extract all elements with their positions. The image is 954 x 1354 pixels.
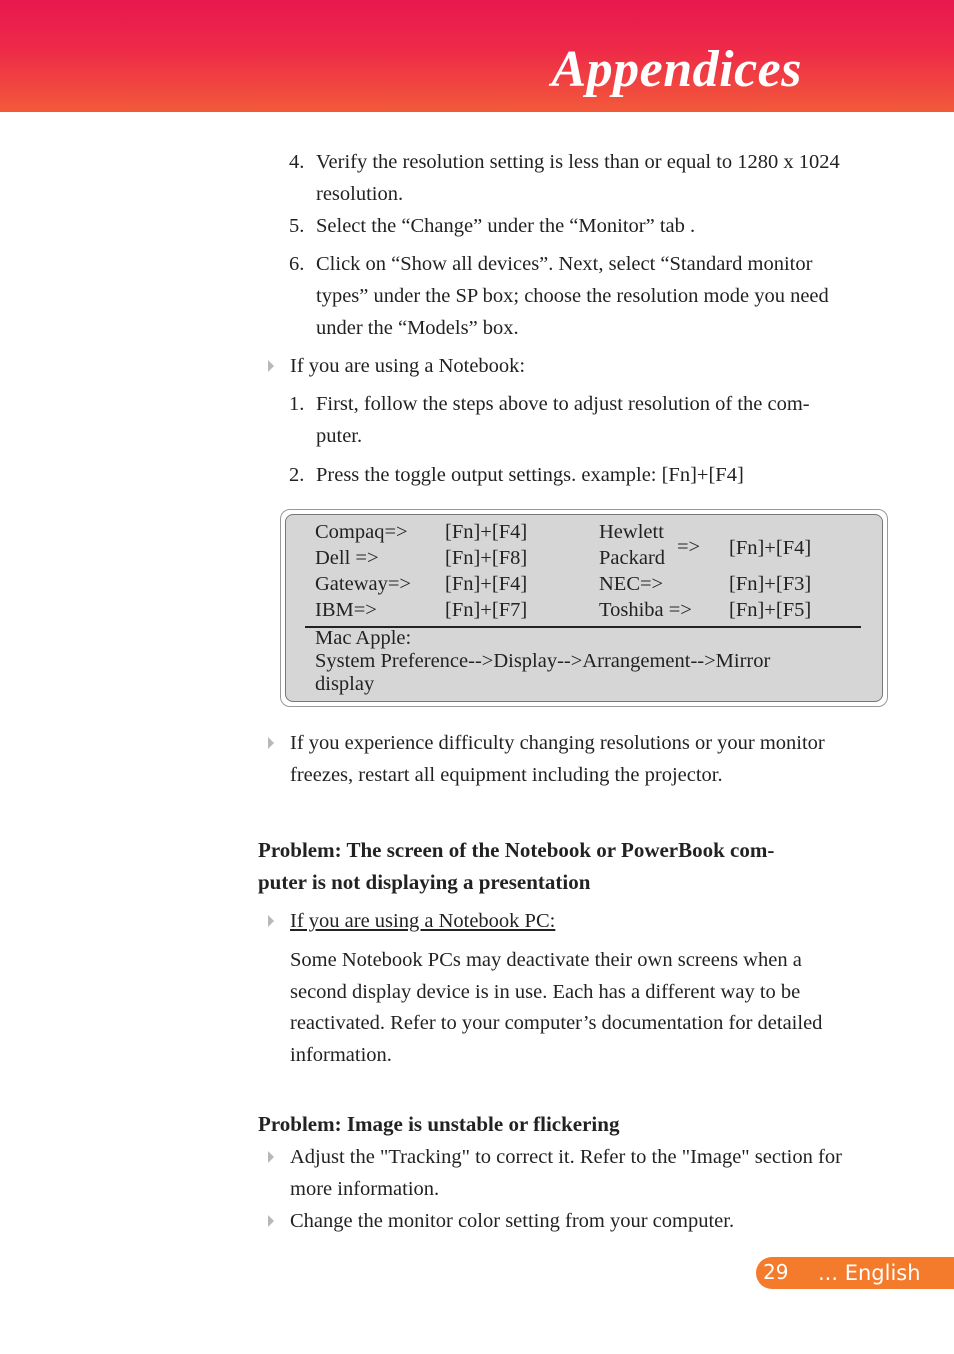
paragraph-line: Some Notebook PCs may deactivate their own screens when a (290, 949, 802, 971)
problem-heading: puter is not displaying a presentation (258, 870, 591, 894)
mac-path: System Preference-->Display-->Arrangement-->Mirror (315, 650, 771, 672)
hotkey-value: [Fn]+[F4] (445, 573, 528, 595)
bullet-arrow-icon (268, 360, 274, 372)
brand-label: Compaq=> (315, 521, 408, 543)
bullet-arrow-icon (268, 737, 274, 749)
brand-label: Gateway=> (315, 573, 411, 595)
step-text: Select the “Change” under the “Monitor” tab . (316, 215, 696, 237)
hotkey-value: [Fn]+[F4] (445, 521, 528, 543)
step-text: First, follow the steps above to adjust resolution of the com- (316, 393, 810, 415)
brand-label: Packard (599, 547, 666, 569)
step-text: Click on “Show all devices”. Next, select “Standard monitor (316, 253, 813, 275)
bullet-text: more information. (290, 1178, 440, 1200)
brand-label: NEC=> (599, 573, 664, 595)
section-title: Appendices (551, 41, 802, 98)
step-number: 2. (289, 464, 305, 486)
brand-label: IBM=> (315, 599, 377, 621)
arrow-label: => (677, 536, 701, 558)
hotkey-value: [Fn]+[F5] (729, 599, 812, 621)
brand-label: Hewlett (599, 521, 664, 543)
bullet-arrow-icon (268, 1151, 274, 1163)
step-text: Verify the resolution setting is less than or equal to 1280 x 1024 (316, 151, 840, 173)
paragraph-line: information. (290, 1044, 392, 1066)
bullet-text: If you are using a Notebook: (290, 355, 526, 377)
hotkey-value: [Fn]+[F7] (445, 599, 528, 621)
hotkey-value: [Fn]+[F4] (729, 537, 812, 559)
step-number: 1. (289, 393, 305, 415)
step-text: resolution. (316, 183, 404, 205)
brand-label: Toshiba => (599, 599, 692, 621)
bullet-text: freezes, restart all equipment including the projector. (290, 764, 723, 786)
page-number: 29 (763, 1260, 789, 1284)
bullet-text: Change the monitor color setting from your computer. (290, 1210, 735, 1232)
hotkey-value: [Fn]+[F8] (445, 547, 528, 569)
paragraph-line: second display device is in use. Each has a different way to be (290, 981, 801, 1003)
mac-path-cont: display (315, 673, 375, 695)
problem-heading: Problem: Image is unstable or flickering (258, 1112, 620, 1136)
step-number: 5. (289, 215, 305, 237)
step-number: 4. (289, 151, 305, 173)
language-label: ... English (818, 1261, 921, 1285)
step-text: Press the toggle output settings. example: [Fn]+[F4] (316, 464, 744, 486)
bullet-text: Adjust the "Tracking" to correct it. Refer to the "Image" section for (290, 1146, 842, 1168)
notebook-pc-subheading: If you are using a Notebook PC: (290, 910, 556, 932)
page-header-banner (0, 0, 954, 112)
step-text: under the “Models” box. (316, 317, 519, 339)
bullet-arrow-icon (268, 1215, 274, 1227)
step-text: puter. (316, 425, 363, 447)
step-number: 6. (289, 253, 305, 275)
hotkey-value: [Fn]+[F3] (729, 573, 812, 595)
brand-label: Dell => (315, 547, 379, 569)
bullet-text: If you experience difficulty changing resolutions or your monitor (290, 732, 825, 754)
problem-heading: Problem: The screen of the Notebook or PowerBook com- (258, 838, 775, 862)
bullet-arrow-icon (268, 915, 274, 927)
mac-title: Mac Apple: (315, 627, 412, 649)
step-text: types” under the SP box; choose the resolution mode you need (316, 285, 829, 307)
paragraph-line: reactivated. Refer to your computer’s documentation for detailed (290, 1012, 823, 1034)
